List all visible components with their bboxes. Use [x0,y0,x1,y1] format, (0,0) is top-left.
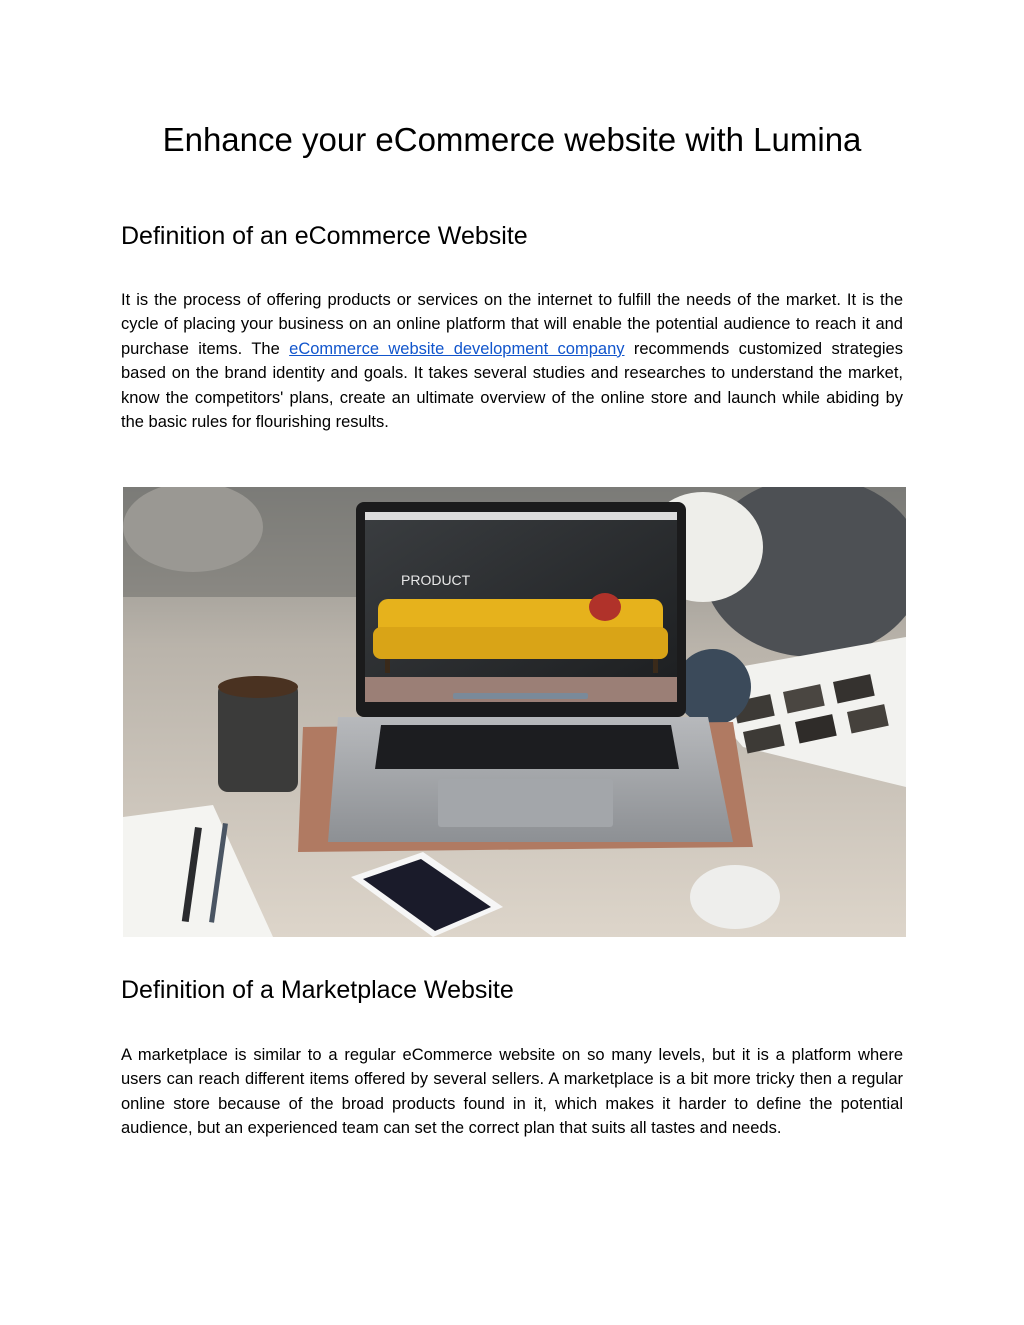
screen-product-text: PRODUCT [401,572,471,588]
section-heading-ecommerce: Definition of an eCommerce Website [121,222,528,250]
section-heading-marketplace: Definition of a Marketplace Website [121,976,514,1004]
laptop-photo [123,487,906,937]
paragraph-text: recommends customized strategies based on the brand identity and goals. It takes several studies and researches to understand the market, know the competitors' plans, create an ultimate overview of the online store and launch while abiding by the basic rules for flourishing results. [121,339,903,432]
document-title: Enhance your eCommerce website with Lumina [162,121,862,158]
section-paragraph-ecommerce [121,288,903,434]
section-paragraph-marketplace: A marketplace is similar to a regular eCommerce website on so many levels, but it is a platform where users can reach different items offered by several sellers. A marketplace is a bit more tricky then a regular online store because of the broad products found in it, which makes it harder to define the potential audience, but an experienced team can set the correct plan that suits all tastes and needs. [121,1046,903,1138]
paragraph-text: It is the process of offering products or services on the internet to fulfill the needs of the market. It is the cycle of placing your business on an online platform that will enable the potential audience to reach it and purchase items. The [121,291,903,358]
ecommerce-development-link[interactable]: eCommerce website development company [289,339,625,358]
